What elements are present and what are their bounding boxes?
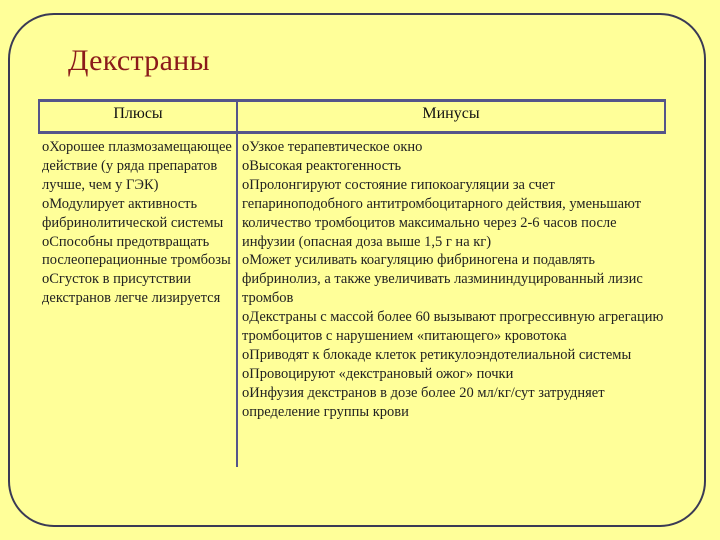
bullet: o <box>242 346 250 363</box>
list-item-text: Сгусток в присутствии декстранов легче лизируется <box>42 271 221 307</box>
bullet: o <box>42 233 50 250</box>
list-item <box>242 308 672 346</box>
bullet: o <box>42 271 50 288</box>
bullet: o <box>242 252 250 269</box>
list-item-text: Провоцируют «декстрановый ожог» почки <box>249 365 514 382</box>
list-item <box>42 233 232 271</box>
plus-list <box>42 138 232 308</box>
list-item <box>242 176 672 252</box>
minus-list <box>242 138 672 422</box>
list-item-text: Может усиливать коагуляцию фибриногена и подавлять фибринолиз, а также увеличивать лазмининдуцированный лизис тромбов <box>242 252 643 307</box>
list-item <box>242 157 672 176</box>
list-item <box>242 138 672 157</box>
list-item-text: Инфузия декстранов в дозе более 20 мл/кг/сут затрудняет определение группы крови <box>242 384 605 420</box>
list-item <box>242 384 672 422</box>
minus-column-header: Минусы <box>422 105 480 122</box>
table-header-border <box>38 131 666 134</box>
plus-column-header: Плюсы <box>113 105 163 122</box>
table-right-border <box>664 99 666 133</box>
bullet: o <box>242 157 250 174</box>
bullet: o <box>242 139 250 155</box>
list-item-text: Хорошее плазмозамещающее действие (у ряда препаратов лучше, чем у ГЭК) <box>42 139 232 193</box>
list-item <box>242 346 672 365</box>
list-item-text: Пролонгируют состояние гипокоагуляции за счет гепариноподобного антитромбоцитарного действия, уменьшают количество тромбоцитов максимально через 2-6 часов после инфузии (опасная доза выше 1,5 г на кг) <box>242 176 641 250</box>
bullet: o <box>242 384 250 401</box>
list-item-text: Узкое терапевтическое окно <box>249 139 423 155</box>
list-item <box>242 365 672 384</box>
list-item-text: Декстраны с массой более 60 вызывают прогрессивную агрегацию тромбоцитов с нарушением «питающего» кровотока <box>242 309 664 345</box>
bullet: o <box>42 139 50 155</box>
list-item-text: Модулирует активность фибринолитической системы <box>42 195 224 231</box>
list-item <box>42 138 232 195</box>
list-item-text: Способны предотвращать послеоперационные тромбозы <box>42 233 231 269</box>
list-item-text: Приводят к блокаде клеток ретикулоэндотелиальной системы <box>249 346 632 363</box>
bullet: o <box>242 176 250 193</box>
table-top-border <box>38 99 666 102</box>
slide-title: Декстраны <box>68 44 210 77</box>
bullet: o <box>242 309 250 326</box>
list-item <box>42 270 232 308</box>
list-item-text: Высокая реактогенность <box>249 157 402 174</box>
bullet: o <box>42 195 50 212</box>
list-item <box>42 195 232 233</box>
bullet: o <box>242 365 250 382</box>
list-item <box>242 251 672 308</box>
column-divider <box>236 99 238 467</box>
